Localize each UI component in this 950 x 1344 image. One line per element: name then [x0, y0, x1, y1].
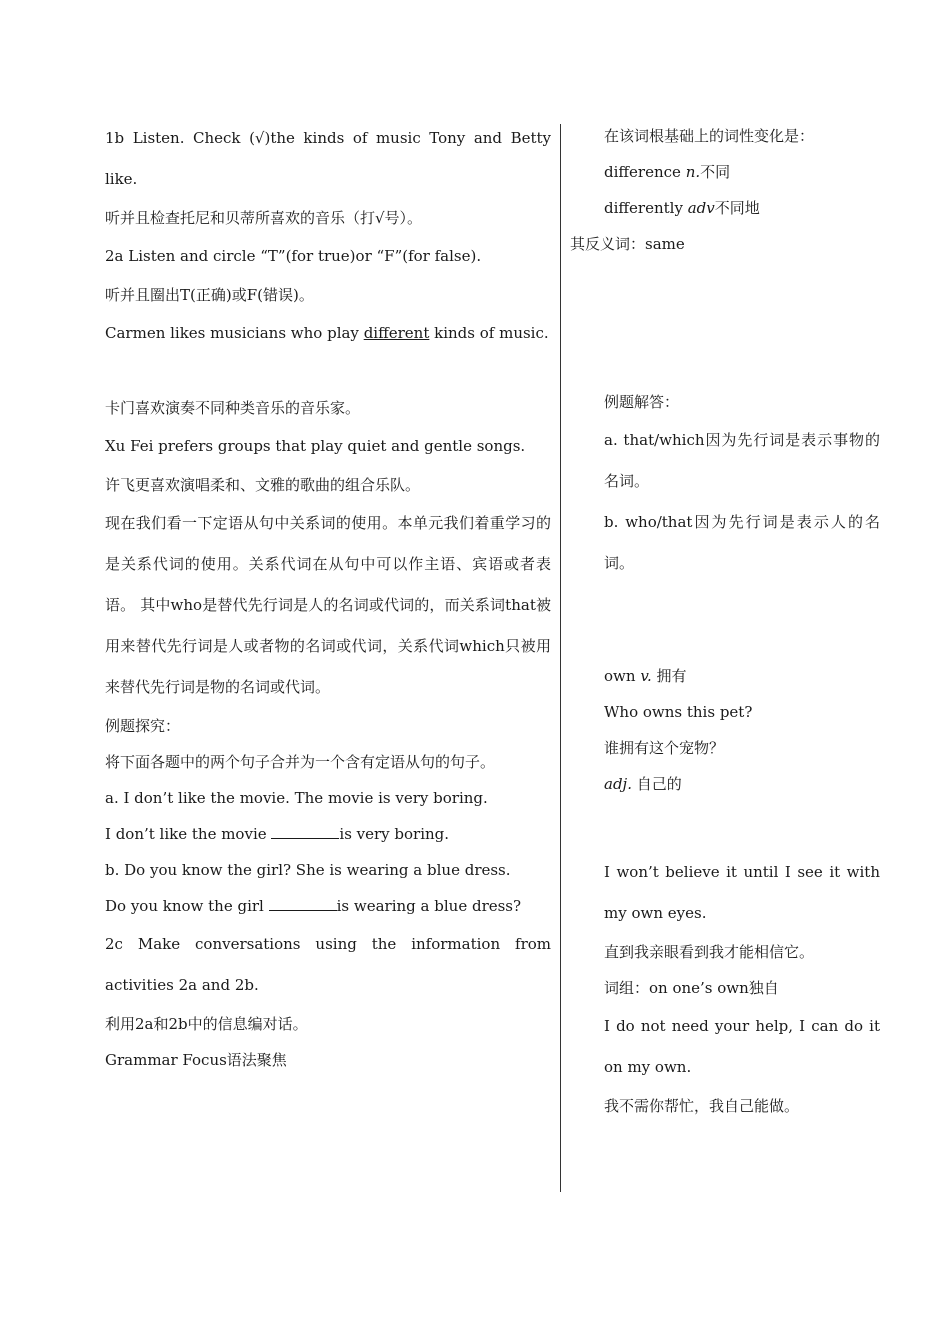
pos-noun: n.: [685, 163, 701, 181]
activity-2c: 2c Make conversations using the information from activities 2a and 2b.: [105, 935, 551, 994]
grammar-explanation: 现在我们看一下定语从句中关系词的使用。本单元我们着重学习的是关系代词的使用。关系代词在从句中可以作主语、宾语或者表语。 其中who是替代先行词是人的名词或代词的，而关系词that被用来替代先行词是人或者物的名词或代词，关系代词which只被用来替代先行词是物的名词或代词。: [105, 514, 551, 696]
word-form-differently: [570, 190, 880, 226]
example-instruction: 将下面各题中的两个句子合并为一个含有定语从句的句子。: [105, 753, 496, 771]
example-sentence-eyes-translation: 直到我亲眼看到我才能相信它。: [604, 943, 815, 961]
example-b-combined: [71, 888, 551, 924]
example-a-sentences: a. I don’t like the movie. The movie is very boring.: [105, 789, 488, 807]
answer-b: b. who/that因为先行词是表示人的名词。: [604, 513, 880, 572]
example-sentence-help: I do not need your help, I can do it on my own.: [604, 1017, 880, 1076]
own-example: Who owns this pet?: [604, 703, 753, 721]
answer-blank-b: [269, 896, 337, 911]
example-title: 例题探究：: [105, 717, 181, 735]
right-column: [570, 118, 880, 1124]
activity-2c-translation: 利用2a和2b中的信息编对话。: [105, 1015, 308, 1033]
word-forms-intro: 在该词根基础上的词性变化是：: [604, 127, 815, 145]
grammar-focus-heading: Grammar Focus语法聚焦: [105, 1051, 287, 1069]
example-sentence-eyes: I won’t believe it until I see it with my own eyes.: [604, 863, 880, 922]
underlined-word-different: different: [363, 324, 430, 342]
word-own: own: [604, 667, 641, 685]
answer-a: a. that/which因为先行词是表示事物的名词。: [604, 431, 880, 490]
spacer: [570, 584, 880, 658]
example-sentence-help-translation: 我不需你帮忙，我自己能做。: [604, 1097, 800, 1115]
own-example-translation: 谁拥有这个宠物？: [604, 739, 725, 757]
activity-2a-translation: 听并且圈出T(正确)或F(错误)。: [105, 286, 314, 304]
spacer: [71, 354, 551, 390]
example-b-start: Do you know the girl: [105, 897, 269, 915]
sentence-xufei: Xu Fei prefers groups that play quiet and gentle songs.: [105, 437, 526, 455]
vocab-own: [570, 658, 880, 694]
sentence-carmen-translation: 卡门喜欢演奏不同种类音乐的音乐家。: [105, 399, 361, 417]
antonym: 其反义词：same: [570, 235, 685, 253]
answers-title: 例题解答：: [604, 393, 680, 411]
pos-verb: v.: [640, 667, 652, 685]
pos-adjective: adj.: [604, 775, 632, 793]
activity-2a: 2a Listen and circle “T”(for true)or “F”(for false).: [105, 247, 482, 265]
answer-blank-a: [271, 824, 339, 839]
vocab-own-adj: [570, 766, 880, 802]
sentence-xufei-translation: 许飞更喜欢演唱柔和、文雅的歌曲的组合乐队。: [105, 476, 421, 494]
word-differently: differently: [604, 199, 688, 217]
phrase-on-ones-own: 词组：on one’s own独自: [604, 979, 779, 997]
example-b-end: is wearing a blue dress?: [336, 897, 522, 915]
word-form-difference: [570, 154, 880, 190]
spacer: [570, 802, 880, 852]
example-a-end: is very boring.: [339, 825, 450, 843]
left-column: [71, 118, 551, 1078]
pos-adverb: adv: [687, 199, 715, 217]
example-b-sentences: b. Do you know the girl? She is wearing a blue dress.: [105, 861, 511, 879]
meaning-own-adj: 自己的: [631, 775, 682, 793]
sentence-carmen-end: kinds of music.: [429, 324, 549, 342]
spacer: [570, 262, 880, 384]
example-a-combined: [71, 816, 551, 852]
sentence-carmen: [71, 313, 551, 354]
word-difference: difference: [604, 163, 686, 181]
activity-1b: 1b Listen. Check (√)the kinds of music Tony and Betty like.: [105, 129, 551, 188]
column-divider: [560, 124, 561, 1192]
activity-1b-translation: 听并且检查托尼和贝蒂所喜欢的音乐（打√号）。: [105, 209, 423, 227]
example-a-start: I don’t like the movie: [105, 825, 272, 843]
sentence-carmen-start: Carmen likes musicians who play: [105, 324, 364, 342]
meaning-differently: 不同地: [714, 199, 760, 217]
meaning-own-verb: 拥有: [651, 667, 687, 685]
meaning-difference: 不同: [700, 163, 731, 181]
